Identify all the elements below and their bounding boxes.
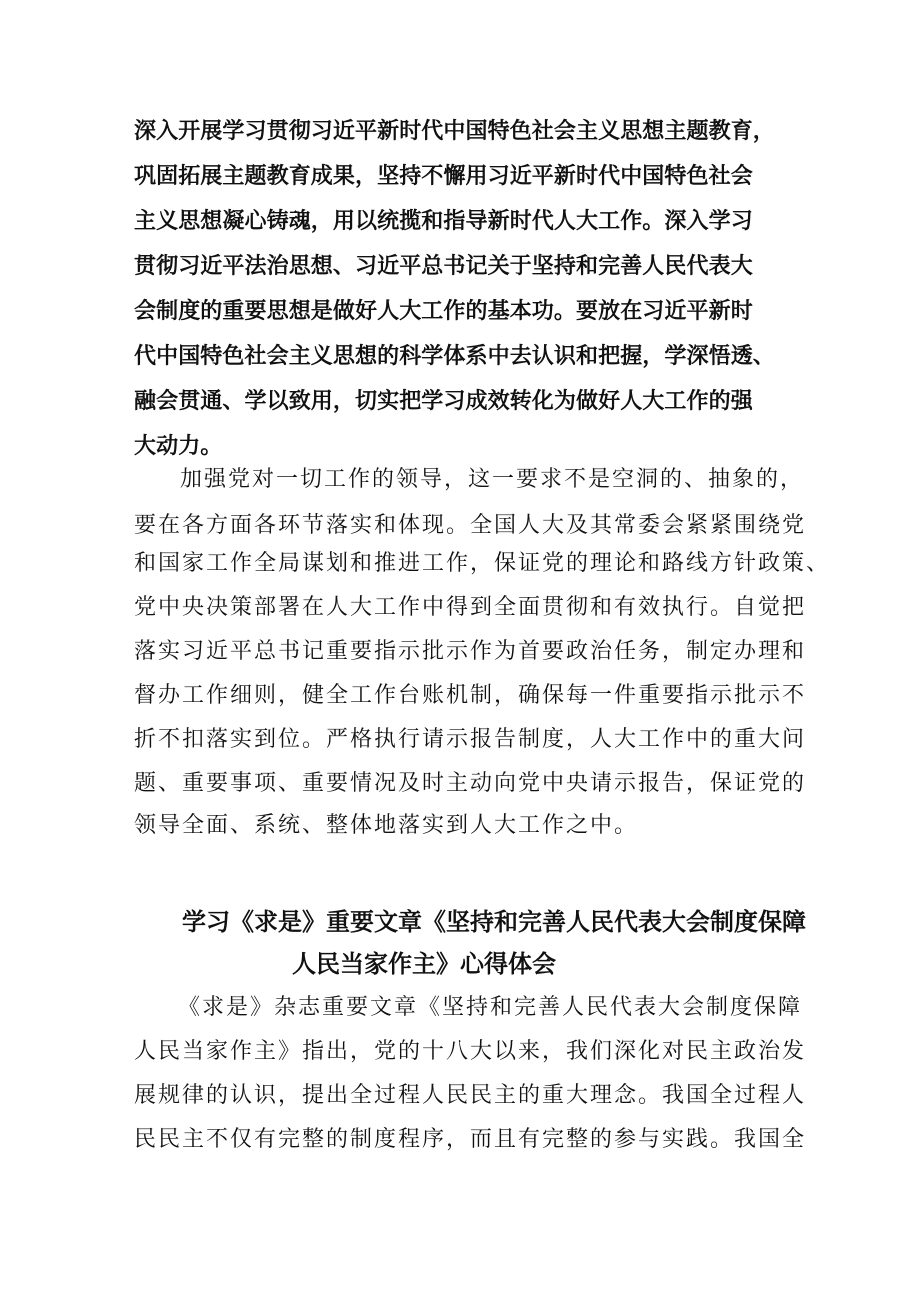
- paragraph-line: 会制度的重要思想是做好人大工作的基本功。要放在习近平新时: [134, 299, 753, 324]
- paragraph-line: 巩固拓展主题教育成果，坚持不懈用习近平新时代中国特色社会: [134, 164, 753, 189]
- paragraph-line: 和国家工作全局谋划和推进工作，保证党的理论和路线方针政策、: [134, 551, 831, 576]
- paragraph-line: 融会贯通、学以致用，切实把学习成效转化为做好人大工作的强: [134, 389, 753, 414]
- paragraph-line: 人民当家作主》指出，党的十八大以来，我们深化对民主政治发: [134, 1039, 807, 1064]
- paragraph-line: 题、重要事项、重要情况及时主动向党中央请示报告，保证党的: [134, 771, 807, 796]
- paragraph-line: 党中央决策部署在人大工作中得到全面贯彻和有效执行。自觉把: [134, 595, 807, 620]
- paragraph-line: 主义思想凝心铸魂，用以统揽和指导新时代人大工作。深入学习: [134, 209, 753, 234]
- paragraph-line: 贯彻习近平法治思想、习近平总书记关于坚持和完善人民代表大: [134, 254, 753, 279]
- article-title-line-2: 人民当家作主》心得体会: [292, 950, 556, 978]
- paragraph-line: 民民主不仅有完整的制度程序，而且有完整的参与实践。我国全: [134, 1127, 807, 1152]
- paragraph-line: 代中国特色社会主义思想的科学体系中去认识和把握，学深悟透、: [134, 344, 775, 369]
- paragraph-line: 折不扣落实到位。严格执行请示报告制度，人大工作中的重大问: [134, 727, 807, 752]
- paragraph-line: 落实习近平总书记重要指示批示作为首要政治任务，制定办理和: [134, 639, 807, 664]
- paragraph-line: 深入开展学习贯彻习近平新时代中国特色社会主义思想主题教育，: [134, 119, 775, 144]
- paragraph-line: 展规律的认识，提出全过程人民民主的重大理念。我国全过程人: [134, 1083, 807, 1108]
- paragraph-line: 大动力。: [134, 434, 223, 459]
- paragraph-line: 领导全面、系统、整体地落实到人大工作之中。: [134, 813, 639, 838]
- paragraph-line: 加强党对一切工作的领导，这一要求不是空洞的、抽象的，: [180, 467, 805, 492]
- paragraph-line: 《求是》杂志重要文章《坚持和完善人民代表大会制度保障: [178, 995, 803, 1020]
- article-title-line-1: 学习《求是》重要文章《坚持和完善人民代表大会制度保障: [182, 908, 806, 936]
- paragraph-line: 督办工作细则，健全工作台账机制，确保每一件重要指示批示不: [134, 683, 807, 708]
- paragraph-line: 要在各方面各环节落实和体现。全国人大及其常委会紧紧围绕党: [134, 513, 807, 538]
